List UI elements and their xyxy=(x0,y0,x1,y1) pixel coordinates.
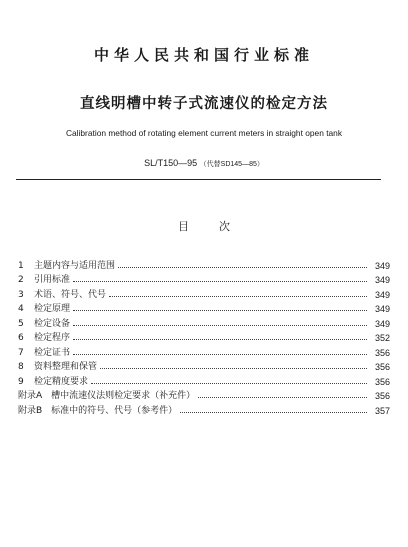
toc-item-number: 7 xyxy=(18,347,24,358)
toc-item-page: 356 xyxy=(374,347,390,358)
toc-item-page: 349 xyxy=(374,304,390,314)
toc-leader-dots xyxy=(180,412,367,413)
toc-item[interactable] xyxy=(18,329,390,344)
toc-leader-dots xyxy=(118,267,367,268)
toc-item-label: 附录B 标准中的符号、代号（参考件） xyxy=(18,405,178,416)
toc-item[interactable] xyxy=(18,256,390,271)
toc-item-label: 检定设备 xyxy=(34,318,71,329)
standard-code-main: SL/T150—95 xyxy=(144,158,198,168)
toc-appendix-item[interactable] xyxy=(18,401,390,416)
toc-item-number: 2 xyxy=(18,275,24,285)
toc-leader-dots xyxy=(73,339,367,340)
toc-leader-dots xyxy=(73,281,367,282)
toc-leader-dots xyxy=(73,325,367,326)
toc-appendix-item[interactable] xyxy=(18,387,390,402)
standard-code xyxy=(0,158,408,169)
toc-item-page: 349 xyxy=(374,275,390,285)
document-title: 直线明槽中转子式流速仪的检定方法 xyxy=(80,96,328,112)
toc-item-page: 352 xyxy=(374,333,390,343)
toc-leader-dots xyxy=(73,310,367,311)
toc-item-page: 349 xyxy=(374,318,390,329)
toc-leader-dots xyxy=(109,296,367,297)
toc-item-page: 357 xyxy=(374,405,390,416)
toc-item[interactable] xyxy=(18,300,390,315)
standard-code-replaces: （代替SD145—85） xyxy=(199,161,264,168)
toc-leader-dots xyxy=(73,354,367,355)
toc-item-page: 356 xyxy=(374,362,390,372)
standard-category-header: 中华人民共和国行业标准 xyxy=(93,46,314,64)
toc-item-label: 检定精度要求 xyxy=(34,376,89,387)
toc-item-label: 资料整理和保管 xyxy=(34,362,98,372)
toc-item-page: 349 xyxy=(374,260,390,271)
toc-item-label: 检定程序 xyxy=(34,333,71,343)
toc-leader-dots xyxy=(91,383,367,384)
toc-item-number: 5 xyxy=(18,318,24,329)
toc-item-page: 349 xyxy=(374,289,390,300)
toc-item[interactable] xyxy=(18,271,390,286)
toc-item-number: 9 xyxy=(18,376,24,387)
toc-item-label: 主题内容与适用范围 xyxy=(34,260,116,271)
toc-item-label: 附录A 槽中流速仪法则检定要求（补充件） xyxy=(18,391,196,401)
toc-item[interactable] xyxy=(18,285,390,300)
toc-title: 目次 xyxy=(178,220,260,233)
document-english-title: Calibration method of rotating element current meters in straight open tank xyxy=(65,128,343,138)
toc-item-page: 356 xyxy=(374,391,390,401)
toc-item-number: 4 xyxy=(18,304,24,314)
toc-item-number: 3 xyxy=(18,289,24,300)
toc-item-label: 术语、符号、代号 xyxy=(34,289,107,300)
toc-leader-dots xyxy=(100,368,367,369)
toc-item[interactable] xyxy=(18,358,390,373)
toc-item[interactable] xyxy=(18,372,390,387)
toc-item-page: 356 xyxy=(374,376,390,387)
toc-item-label: 检定原理 xyxy=(34,304,71,314)
toc-item[interactable] xyxy=(18,314,390,329)
table-of-contents xyxy=(18,256,390,416)
toc-item-number: 1 xyxy=(18,260,24,271)
toc-item[interactable] xyxy=(18,343,390,358)
toc-item-label: 检定证书 xyxy=(34,347,71,358)
toc-item-number: 6 xyxy=(18,333,24,343)
toc-item-number: 8 xyxy=(18,362,24,372)
toc-leader-dots xyxy=(198,397,367,398)
header-divider xyxy=(16,179,381,180)
toc-item-label: 引用标准 xyxy=(34,275,71,285)
